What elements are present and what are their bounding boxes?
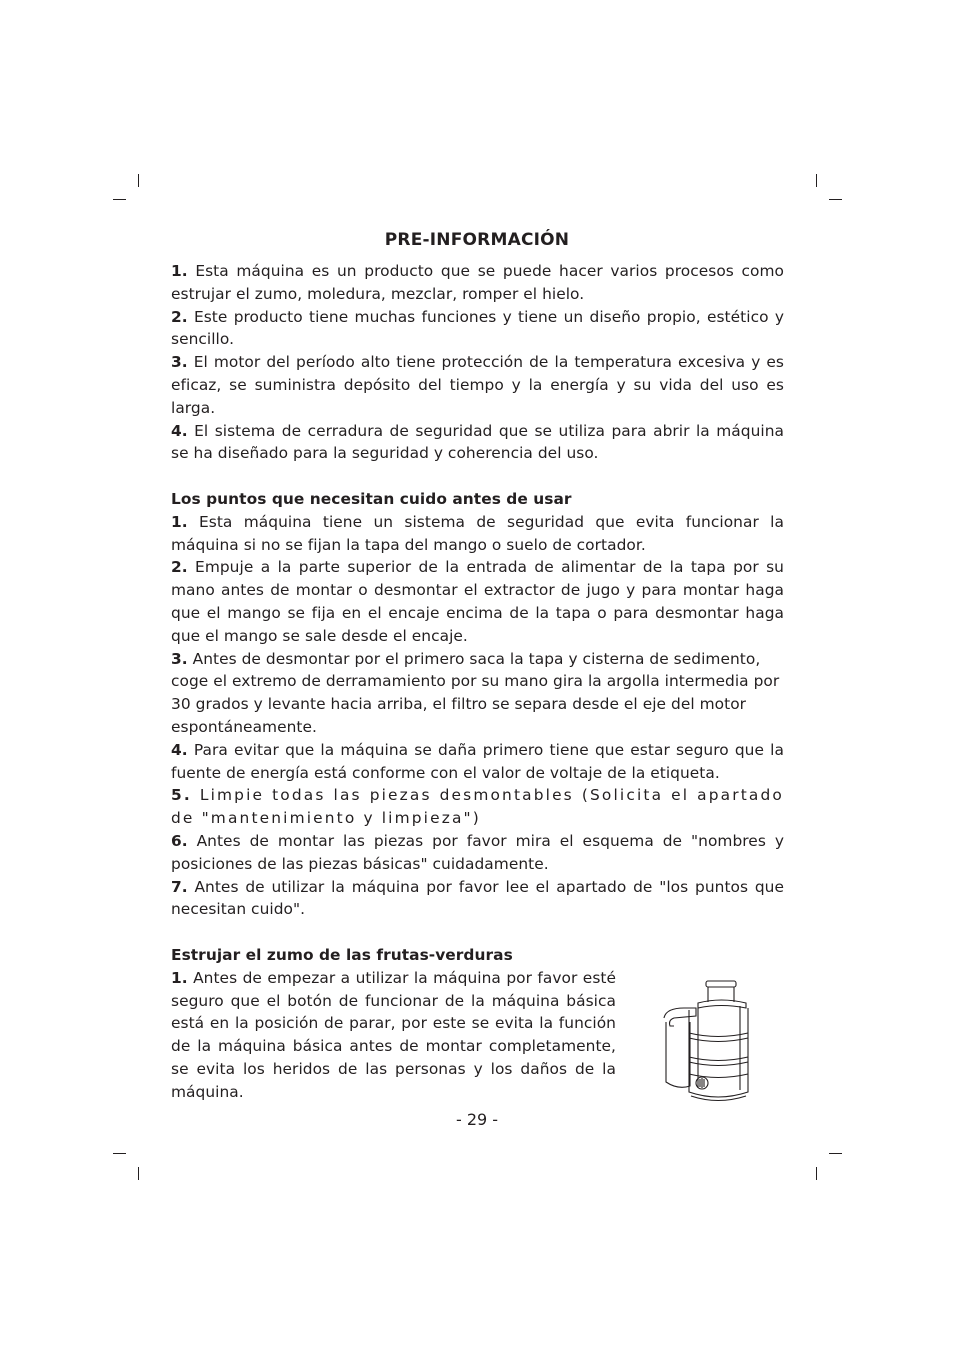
document-body: [171, 260, 784, 1103]
item-text: Antes de utilizar la máquina por favor lee el apartado de "los puntos que necesitan cuido".: [171, 877, 784, 919]
item-text: Este producto tiene muchas funciones y tiene un diseño propio, estético y sencillo.: [171, 307, 784, 349]
item-number: 4.: [171, 740, 188, 759]
item-number: 3.: [171, 353, 188, 372]
juicer-illustration: [660, 978, 752, 1106]
item-text: El motor del período alto tiene protección de la temperatura excesiva y es eficaz, se suministra depósito del tiempo y la energía y su vida del uso es larga.: [171, 353, 784, 417]
care-item: [171, 511, 784, 557]
care-item: [171, 739, 784, 785]
care-item: [171, 556, 784, 647]
item-number: 7.: [171, 877, 188, 896]
intro-list: [171, 260, 784, 465]
care-item: [171, 830, 784, 876]
intro-item: [171, 351, 784, 419]
crop-mark-top-left-v: [138, 174, 139, 187]
juice-list: [171, 967, 616, 1104]
intro-item: [171, 420, 784, 466]
juice-item: [171, 967, 616, 1104]
crop-mark-top-right-h: [829, 199, 842, 200]
item-text: Para evitar que la máquina se daña primero tiene que estar seguro que la fuente de energía está conforme con el valor de voltaje de la etiqueta.: [171, 740, 784, 782]
care-item: [171, 648, 784, 739]
care-item: [171, 876, 784, 922]
item-number: 2.: [171, 307, 188, 326]
item-text: Empuje a la parte superior de la entrada de alimentar de la tapa por su mano antes de montar o desmontar el extractor de jugo y para montar haga que el mango se fija en el encaje encima de la tapa o para desmontar haga que el mango se sale desde el encaje.: [171, 558, 784, 645]
crop-mark-top-right-v: [816, 174, 817, 187]
item-number: 3.: [171, 649, 188, 668]
item-text: Antes de empezar a utilizar la máquina por favor esté seguro que el botón de funcionar de la máquina básica está en la posición de parar, por este se evita la función de la máquina básica antes de montar completamente, se evita los heridos de las personas y los daños de la máquina.: [171, 968, 616, 1101]
crop-mark-bottom-left-v: [138, 1167, 139, 1180]
care-list: [171, 511, 784, 921]
item-number: 1.: [171, 968, 188, 987]
item-text: Esta máquina es un producto que se puede hacer varios procesos como estrujar el zumo, moledura, mezclar, romper el hielo.: [171, 262, 784, 303]
intro-item: [171, 260, 784, 306]
crop-mark-bottom-right-h: [829, 1153, 842, 1154]
item-text: Antes de montar las piezas por favor mira el esquema de "nombres y posiciones de las piezas básicas" cuidadamente.: [171, 831, 784, 873]
care-item: [171, 784, 784, 830]
item-text: Antes de desmontar por el primero saca la tapa y cisterna de sedimento, coge el extremo de derramamiento por su mano gira la argolla intermedia por 30 grados y levante hacia arriba, el filtro se separa desde el eje del motor espontáneamente.: [171, 649, 780, 736]
item-number: 1.: [171, 512, 188, 531]
item-text: Limpie todas las piezas desmontables (Solicita el apartado de "mantenimiento y limpieza"): [171, 786, 784, 828]
item-number: 2.: [171, 558, 188, 577]
care-section-heading: Los puntos que necesitan cuido antes de usar: [171, 489, 572, 508]
crop-mark-bottom-left-h: [113, 1153, 126, 1154]
page-title: PRE-INFORMACIÓN: [384, 230, 570, 250]
item-number: 5.: [171, 786, 192, 805]
juice-section-heading: Estrujar el zumo de las frutas-verduras: [171, 945, 513, 964]
crop-mark-bottom-right-v: [816, 1167, 817, 1180]
item-number: 1.: [171, 262, 188, 280]
item-text: Esta máquina tiene un sistema de seguridad que evita funcionar la máquina si no se fijan la tapa del mango o suelo de cortador.: [171, 512, 784, 554]
item-number: 6.: [171, 831, 188, 850]
crop-mark-top-left-h: [113, 199, 126, 200]
item-text: El sistema de cerradura de seguridad que se utiliza para abrir la máquina se ha diseñado para la seguridad y coherencia del uso.: [171, 421, 784, 463]
page-number: - 29 -: [455, 1110, 499, 1129]
intro-item: [171, 306, 784, 352]
item-number: 4.: [171, 421, 188, 440]
